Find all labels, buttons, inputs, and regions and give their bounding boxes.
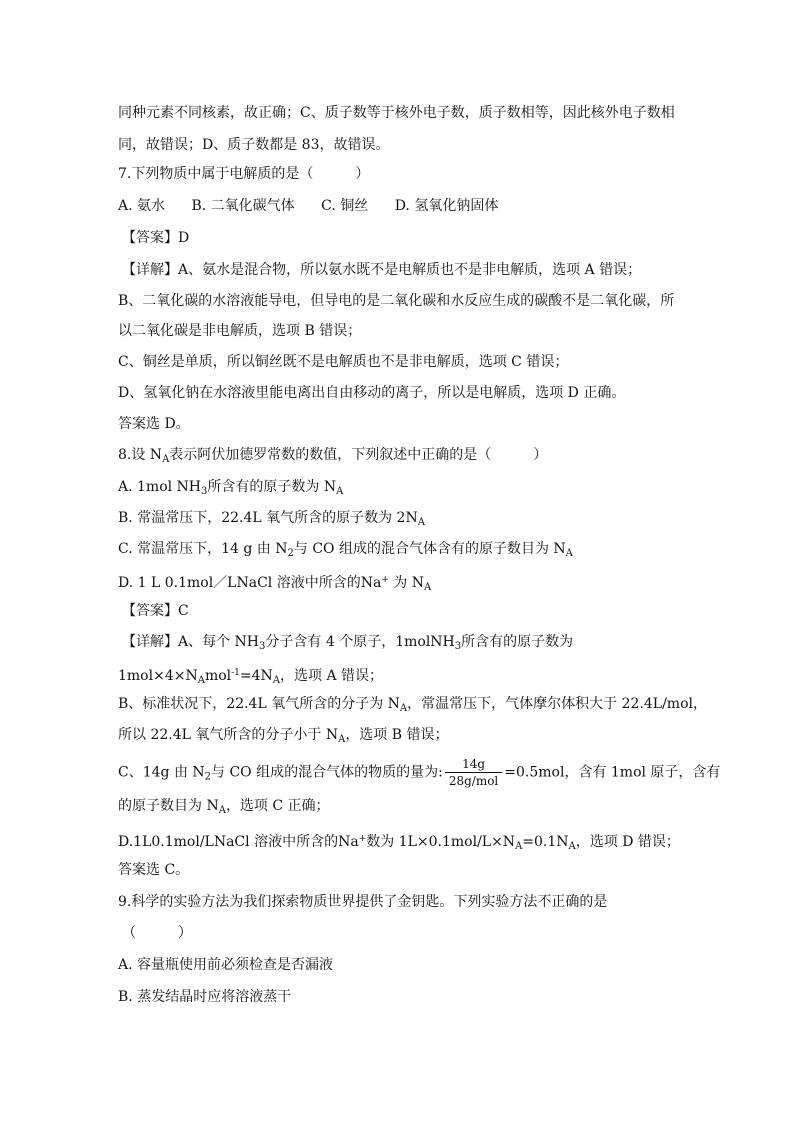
text-line: 同种元素不同核素，故正确；C、质子数等于核外电子数，质子数相等，因此核外电子数相 bbox=[118, 105, 675, 121]
answer-conclusion: 答案选 C。 bbox=[118, 862, 190, 878]
option-b: B. 常温常压下，22.4L 氧气所含的原子数为 $2N_A$ bbox=[118, 510, 425, 528]
option-c: C. 常温常压下，14 g 由 $N_2$与 CO 组成的混合气体含有的原子数目为 $N_A$ bbox=[118, 541, 573, 559]
option-b: B. 蒸发结晶时应将溶液蒸干 bbox=[118, 989, 292, 1005]
explanation-line: B、标准状况下，22.4L 氧气所含的分子为 $N_A$，常温常压下，气体摩尔体积大于 22.4L/mol， bbox=[118, 696, 707, 714]
answer-8: 【答案】C bbox=[122, 603, 189, 619]
explanation-line: C、铜丝是单质，所以铜丝既不是电解质也不是非电解质，选项 C 错误； bbox=[118, 354, 569, 370]
answer-7: 【答案】D bbox=[122, 230, 190, 246]
option-b: B. 二氧化碳气体 bbox=[191, 198, 295, 214]
option-c: C. 铜丝 bbox=[321, 198, 369, 214]
option-a: A. 1mol $NH_3$所含有的原子数为 $N_A$ bbox=[118, 479, 344, 497]
option-d: D. 1 L 0.1mol／LNaCl 溶液中所含的Na+ 为 $N_A$ bbox=[118, 575, 432, 593]
explanation-line: 以二氧化碳是非电解质，选项 B 错误； bbox=[118, 323, 362, 339]
question-8: 8.设 $N_A$表示阿伏加德罗常数的数值，下列叙述中正确的是（ ） bbox=[118, 447, 548, 465]
explanation-line: D、氢氧化钠在水溶液里能电离出自由移动的离子，所以是电解质，选项 D 正确。 bbox=[118, 385, 626, 401]
explanation-line: C、14g 由 $N_2$与 CO 组成的混合气体的物质的量为: $\frac{14g}{\text{28g/mol}}$ =0.5mol，含有 1mol 原子，含有 bbox=[118, 757, 721, 788]
explanation-line: B、二氧化碳的水溶液能导电，但导电的是二氧化碳和水反应生成的碳酸不是二氧化碳，所 bbox=[118, 293, 675, 309]
question-9-paren: （ ） bbox=[122, 925, 192, 941]
explanation-line: D.1L0.1mol/LNaCl 溶液中所含的Na+数为 $1L\times 0.1mol/L\times N_A=0.1N_A$，选项 D 错误； bbox=[118, 834, 680, 852]
explanation-line: $1mol\times 4\times N_Amol^{-1}=4N_A$，选项 A 错误； bbox=[118, 668, 384, 686]
question-9: 9.科学的实验方法为我们探索物质世界提供了金钥匙。下列实验方法不正确的是 bbox=[118, 894, 608, 910]
explanation-line: 【详解】A、每个 $NH_3$分子含有 4 个原子，1molNH$_3$所含有的原子数为 bbox=[122, 634, 574, 652]
text-line: 同，故错误；D、质子数都是 83，故错误。 bbox=[118, 137, 390, 153]
explanation-line: 【详解】A、氨水是混合物，所以氨水既不是电解质也不是非电解质，选项 A 错误； bbox=[122, 262, 642, 278]
option-a: A. 容量瓶使用前必须检查是否漏液 bbox=[118, 957, 334, 973]
explanation-line: 的原子数目为 $N_A$，选项 C 正确； bbox=[118, 798, 330, 816]
option-a: A. 氨水 bbox=[118, 198, 166, 214]
explanation-line: 所以 22.4L 氧气所含的分子小于 $N_A$，选项 B 错误； bbox=[118, 727, 449, 745]
option-d: D. 氢氧化钠固体 bbox=[394, 198, 499, 214]
question-7: 7.下列物质中属于电解质的是（ ） bbox=[118, 166, 370, 182]
fraction: $\frac{14g}{\text{28g/mol}}$ bbox=[445, 756, 502, 789]
answer-conclusion: 答案选 D。 bbox=[118, 416, 190, 432]
question-7-options bbox=[118, 196, 684, 216]
